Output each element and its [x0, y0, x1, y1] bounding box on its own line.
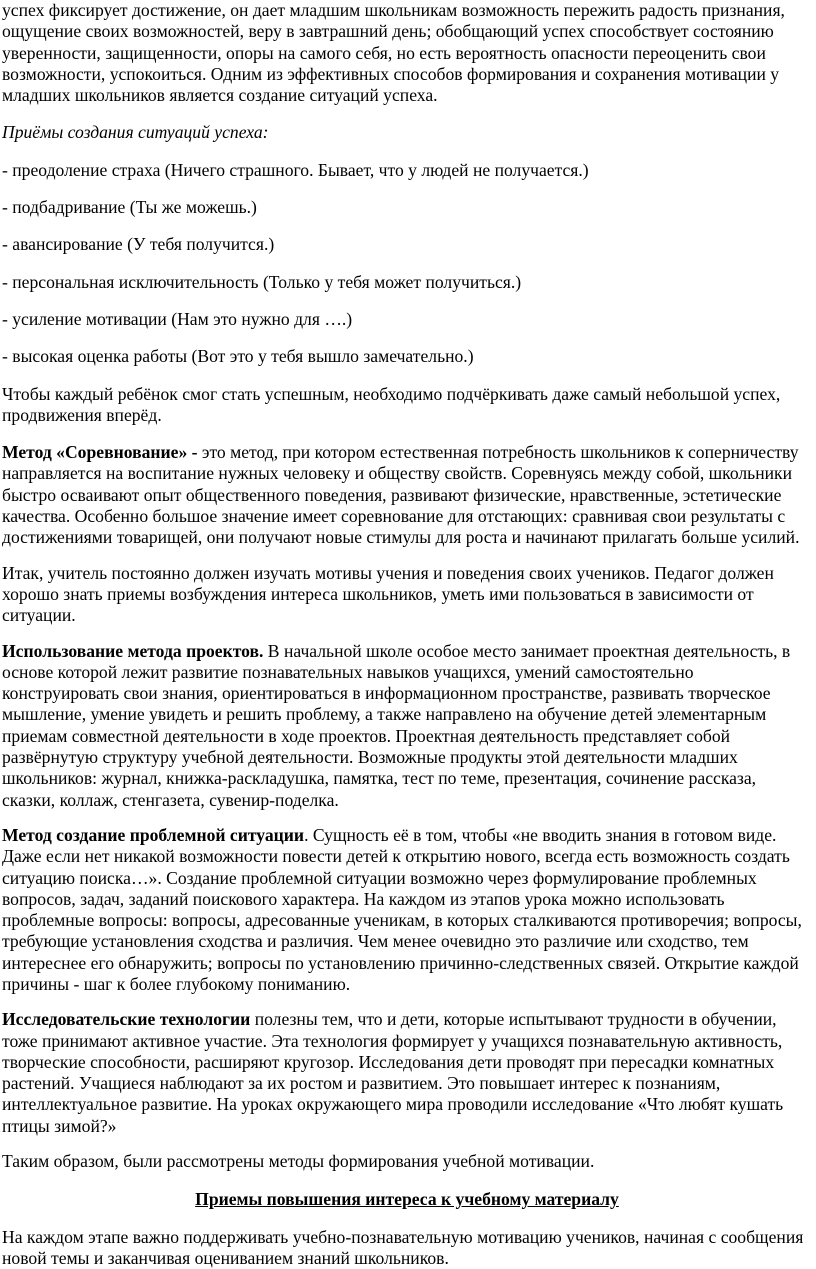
teacher-note-paragraph: Итак, учитель постоянно должен изучать мотивы учения и поведения своих учеников. Педагог должен хорошо знать приемы возбуждения интереса школьников, уметь ими пользоваться в зависимости от ситуации.: [2, 562, 774, 626]
success-note-paragraph: Чтобы каждый ребёнок смог стать успешным, необходимо подчёркивать даже самый небольшой успех, продвижения вперёд.: [2, 383, 781, 425]
projects-text: В начальной школе особое место занимает проектная деятельность, в основе которой лежит развитие познавательных навыков учащихся, умений самостоятельно конструировать свои знания, ориентироваться в информационном пространстве, развивать творческое мышление, умение увидеть и решить проблему, а также направлено на обучение детей элементарным приемам совместной деятельности в ходе проектов. Проектная деятельность представляет собой развёрнутую структуру учебной деятельности. Возможные продукты этой деятельности младших школьников: журнал, книжка-раскладушка, памятка, тест по теме, презентация, сочинение рассказа, сказки, коллаж, стенгазета, сувенир-поделка.: [2, 640, 791, 810]
problem-lead: Метод создание проблемной ситуации: [2, 824, 305, 845]
projects-lead: Использование метода проектов.: [2, 640, 264, 661]
problem-text: . Сущность её в том, чтобы «не вводить знания в готовом виде. Даже если нет никакой возможности повести детей к открытию нового, всегда есть возможность создать ситуацию поиска…». Создание проблемной ситуации возможно через формулирование проблемных вопросов, задач, заданий поискового характера. На каждом из этапов урока можно использовать проблемные вопросы: вопросы, адресованные ученикам, в которых сталкиваются противоречия; вопросы, требующие установления сходства и различия. Чем менее очевидно это различие или сходство, тем интереснее его обнаружить; вопросы по установлению причинно-следственных связей. Открытие каждой причины - шаг к более глубокому пониманию.: [2, 824, 802, 994]
technique-item: - преодоление страха (Ничего страшного. Бывает, что у людей не получается.): [2, 159, 589, 180]
intro-paragraph: успех фиксирует достижение, он дает младшим школьникам возможность пережить радость признания, ощущение своих возможностей, веру в завтрашний день; обобщающий успех способствует состоянию уверенности, защищенности, опоры на самого себя, но есть вероятность опасности переоценить свои возможности, успокоиться. Одним из эффективных способов формирования и сохранения мотивации у младших школьников является создание ситуаций успеха.: [2, 0, 785, 106]
conclusion-paragraph: Таким образом, были рассмотрены методы формирования учебной мотивации.: [2, 1151, 595, 1172]
technique-item: - подбадривание (Ты же можешь.): [2, 197, 257, 218]
problem-paragraph: [2, 825, 812, 995]
section-heading: Приемы повышения интереса к учебному материалу: [195, 1189, 619, 1210]
technique-item: - усиление мотивации (Нам это нужно для ….): [2, 308, 353, 329]
research-lead: Исследовательские технологии: [2, 1009, 251, 1030]
projects-paragraph: [2, 641, 812, 811]
final-paragraph: На каждом этапе важно поддерживать учебно-познавательную мотивацию учеников, начиная с сообщения новой темы и заканчивая оцениванием знаний школьников.: [2, 1226, 804, 1268]
technique-item: - высокая оценка работы (Вот это у тебя вышло замечательно.): [2, 346, 474, 367]
technique-item: - авансирование (У тебя получится.): [2, 234, 275, 255]
research-paragraph: [2, 1009, 812, 1137]
research-text: полезны тем, что и дети, которые испытывают трудности в обучении, тоже принимают активное участие. Эта технология формирует у учащихся познавательную активность, творческие способности, расширяют кругозор. Исследования дети проводят при пересадки комнатных растений. Учащиеся наблюдают за их ростом и развитием. Это повышает интерес к познаниям, интеллектуальное развитие. На уроках окружающего мира проводили исследование «Что любят кушать птицы зимой?»: [2, 1009, 784, 1136]
techniques-title: Приёмы создания ситуаций успеха:: [2, 122, 269, 143]
competition-paragraph: [2, 442, 812, 548]
technique-item: - персональная исключительность (Только у тебя может получиться.): [2, 271, 522, 292]
competition-lead: Метод «Соревнование» -: [2, 442, 198, 463]
competition-text: это метод, при котором естественная потребность школьников к соперничеству направляется на воспитание нужных человеку и обществу свойств. Соревнуясь между собой, школьники быстро осваивают опыт общественного поведения, развивают физические, нравственные, эстетические качества. Особенно большое значение имеет соревнование для отстающих: сравнивая свои результаты с достижениями товарищей, они получают новые стимулы для роста и начинают прилагать больше усилий.: [2, 442, 800, 548]
